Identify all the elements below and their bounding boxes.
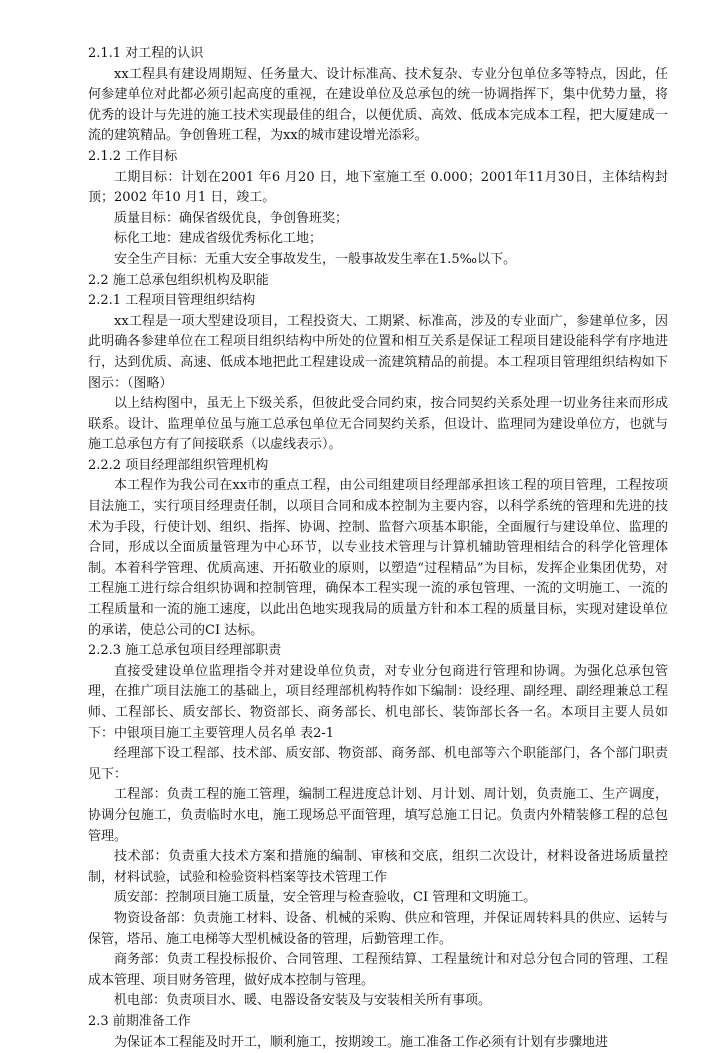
section-heading-2-2-3: 2.2.3 施工总承包项目经理部职责 [88,641,668,662]
paragraph-safety-goal: 安全生产目标：无重大安全事故发生，一般事故发生率在1.5‰以下。 [88,250,668,271]
paragraph-quality-safety-dept: 质安部：控制项目施工质量，安全管理与检查验收，CI 管理和文明施工。 [88,888,668,909]
paragraph-departments: 经理部下设工程部、技术部、质安部、物资部、商务部、机电部等六个职能部门，各个部门职责见下： [88,744,668,785]
paragraph-org-structure: xx工程是一项大型建设项目，工程投资大、工期紧、标准高，涉及的专业面广，参建单位多，因此明确各参建单位在工程项目组织结构中所处的位置和相互关系是保证工程项目建设能科学有序地进行，达到优质、高速、低成本地把此工程建设成一流建筑精品的前提。本工程项目管理组织结构如下图示：（图略） [88,312,668,394]
section-heading-2-2-2: 2.2.2 项目经理部组织管理机构 [88,456,668,477]
paragraph-mep-dept: 机电部：负责项目水、暖、电器设备安装及与安装相关所有事项。 [88,991,668,1012]
paragraph-quality-goal: 质量目标：确保省级优良，争创鲁班奖； [88,209,668,230]
section-heading-2-2: 2.2 施工总承包组织机构及职能 [88,271,668,292]
paragraph-org-relations: 以上结构图中，虽无上下级关系，但彼此受合同约束，按合同契约关系处理一切业务往来而形成联系。设计、监理单位虽与施工总承包单位无合同契约关系，但设计、监理同为建设单位方，也就与施工总承包方有了间接联系（以虚线表示）。 [88,394,668,456]
section-heading-2-1-1: 2.1.1 对工程的认识 [88,44,668,65]
section-heading-2-3: 2.3 前期准备工作 [88,1012,668,1033]
section-heading-2-2-1: 2.2.1 工程项目管理组织结构 [88,291,668,312]
paragraph-technical-dept: 技术部：负责重大技术方案和措施的编制、审核和交底，组织二次设计，材料设备进场质量控制，材料试验，试验和检验资料档案等技术管理工作 [88,847,668,888]
paragraph-materials-dept: 物资设备部：负责施工材料、设备、机械的采购、供应和管理，并保证周转料具的供应、运转与保管，塔吊、施工电梯等大型机械设备的管理，后勤管理工作。 [88,909,668,950]
paragraph-project-understanding: xx工程具有建设周期短、任务量大、设计标准高、技术复杂、专业分包单位多等特点，因此，任何参建单位对此都必须引起高度的重视，在建设单位及总承包的统一协调指挥下，集中优势力量，将优秀的设计与先进的施工技术实现最佳的组合，以便优质、高效、低成本完成本工程，把大厦建成一流的建筑精品。争创鲁班工程，为xx的城市建设增光添彩。 [88,65,668,147]
paragraph-schedule-goal: 工期目标：计划在2001 年6 月20 日，地下室施工至 0.000；2001年11月30日，主体结构封顶；2002 年10 月1 日，竣工。 [88,168,668,209]
paragraph-commerce-dept: 商务部：负责工程投标报价、合同管理、工程预结算、工程量统计和对总分包合同的管理、工程成本管理、项目财务管理，做好成本控制与管理。 [88,950,668,991]
paragraph-manager-duties: 直接受建设单位监理指令并对建设单位负责，对专业分包商进行管理和协调。为强化总承包管理，在推广项目法施工的基础上，项目经理部机构特作如下编制：设经理、副经理、副经理兼总工程师、工程部长、质安部长、物资部长、商务部长、机电部长、装饰部长各一名。本项目主要人员如下：中银项目施工主要管理人员名单 表2-1 [88,662,668,744]
paragraph-preparation: 为保证本工程能及时开工，顺利施工，按期竣工。施工准备工作必须有计划有步骤地进 [88,1033,668,1053]
paragraph-engineering-dept: 工程部：负责工程的施工管理，编制工程进度总计划、月计划、周计划，负责施工、生产调度，协调分包施工，负责临时水电，施工现场总平面管理，填写总施工日记。负责内外精装修工程的总包管理。 [88,785,668,847]
section-heading-2-1-2: 2.1.2 工作目标 [88,147,668,168]
paragraph-project-management: 本工程作为我公司在xx市的重点工程，由公司组建项目经理部承担该工程的项目管理，工程按项目法施工，实行项目经理责任制，以项目合同和成本控制为主要内容，以科学系统的管理和先进的技术为手段，行使计划、组织、指挥、协调、控制、监督六项基本职能，全面履行与建设单位、监理的合同，形成以全面质量管理为中心环节，以专业技术管理与计算机辅助管理相结合的科学化管理体制。本着科学管理、优质高速、开拓敬业的原则，以塑造“过程精品”为目标，发挥企业集团优势，对工程施工进行综合组织协调和控制管理，确保本工程实现一流的承包管理、一流的文明施工、一流的工程质量和一流的施工速度，以此出色地实现我局的质量方针和本工程的质量目标，实现对建设单位的承诺，使总公司的CI 达标。 [88,476,668,641]
paragraph-standard-site: 标化工地：建成省级优秀标化工地； [88,229,668,250]
